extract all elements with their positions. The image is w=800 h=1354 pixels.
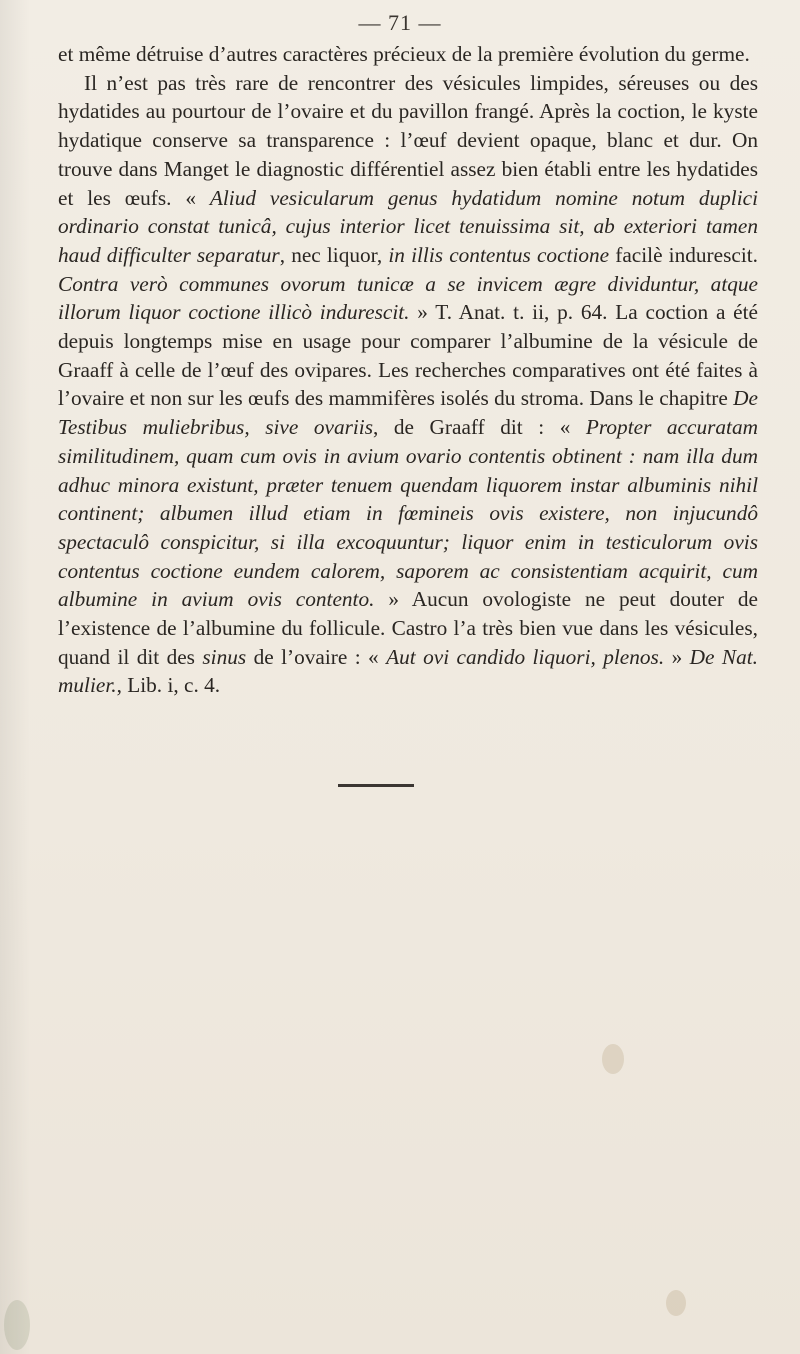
text-run: Il n’est pas très rare de rencontrer des vésicules limpides, séreuses ou des hydatides au pourtour de l’ovaire et du pavillon frangé. Après la coction, le kyste hydatique conserve sa transparence : l’œuf devient opaque, blanc et dur. On trouve dans Manget le diagnostic différentiel assez bien établi entre les hydatides et les œufs. « (58, 70, 758, 210)
latin-quote-castro: Aut ovi candido liquori, plenos. (386, 644, 665, 669)
latin-quote-manget-1: Aliud vesicularum genus hydatidum nomine notum duplici ordinario constat tunicâ, cujus interior licet tenuissima sit, ab exteriori tamen haud difficulter separatur (58, 185, 758, 267)
body-text (58, 40, 758, 700)
paper-stain (4, 1300, 30, 1350)
separator-rule (338, 784, 414, 787)
paragraph-1 (58, 40, 758, 69)
text-run: » (664, 644, 690, 669)
page-number: — 71 — (358, 10, 442, 35)
text-run: » T. Anat. t. ii, p. 64. La coction a été depuis longtemps mise en usage pour comparer l’albumine de la vésicule de Graaff à celle de l’œuf des ovipares. Les recherches comparatives ont été faites à l’ovaire et non sur les œufs des mammifères isolés du stroma. Dans le chapitre (58, 300, 758, 411)
text-run: et même détruise d’autres caractères précieux de la première évolution du germe. (58, 42, 750, 66)
text-run: facilè indurescit. (609, 242, 758, 267)
latin-quote-graaff: Propter accuratam similitudinem, quam cum ovis in avium ovario contentis obtinent : nam illa dum adhuc minora existunt, præter tenuem quendam liquorem instar albuminis nihil continent; albumen illud etiam in fœmineis ovis existere, non injucundô spectaculô conspicitur, si illa excoquuntur; liquor enim in testiculorum ovis contentus coctione eundem calorem, saporem ac consistentiam acquirit, cum albumine in avium ovis contento. (58, 415, 758, 612)
chapter-title: De Testibus muliebribus, sive ovariis (58, 386, 758, 440)
citation-title: De Nat. mulier. (58, 644, 758, 698)
latin-quote-manget-3: Contra verò communes ovorum tunicæ a se invicem ægre dividuntur, atque illorum liquor coctione illicò indurescit. (58, 271, 758, 325)
text-run: , Lib. i, c. 4. (116, 673, 221, 698)
text-run: , nec liquor, (279, 242, 389, 267)
latin-quote-manget-2: in illis contentus coctione (388, 242, 610, 267)
latin-word-sinus: sinus (202, 644, 247, 669)
paper-stain (666, 1290, 686, 1316)
text-run: » Aucun ovologiste ne peut douter de l’existence de l’albumine du follicule. Castro l’a très bien vue dans les vésicules, quand il dit des (58, 587, 758, 669)
text-run: de l’ovaire : « (246, 644, 387, 669)
paper-stain (602, 1044, 624, 1074)
paragraph-2 (58, 69, 758, 700)
text-run: , de Graaff dit : « (373, 415, 586, 440)
